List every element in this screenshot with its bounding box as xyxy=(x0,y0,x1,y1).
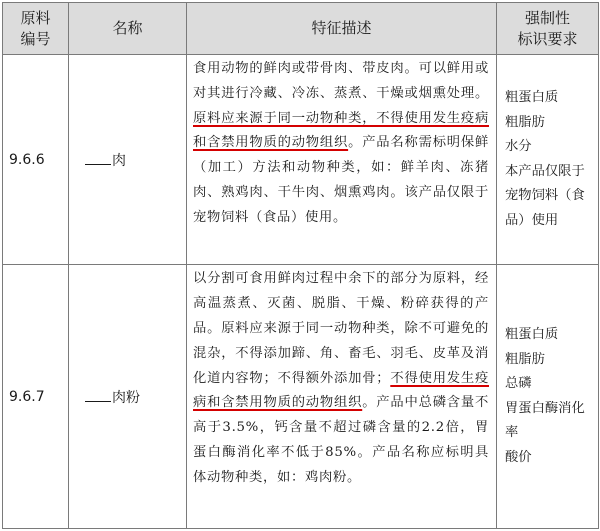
table-row xyxy=(3,265,599,529)
material-code: 9.6.6 xyxy=(3,55,69,265)
header-material-code xyxy=(3,3,69,55)
feed-material-spec-table xyxy=(2,2,599,529)
requirement-item: 粗蛋白质 xyxy=(505,90,559,106)
header-req-line1: 强制性 xyxy=(524,8,570,27)
name-blank-underline xyxy=(85,152,111,165)
material-name-cell xyxy=(69,265,187,529)
description-cell xyxy=(187,55,497,265)
header-row xyxy=(3,3,599,55)
description-cell xyxy=(187,265,497,529)
requirement-item: 胃蛋白酶消化率 xyxy=(505,400,585,441)
header-description: 特征描述 xyxy=(187,3,497,55)
header-name: 名称 xyxy=(69,3,187,55)
header-mandatory-labeling xyxy=(497,3,599,55)
description-underlined-text: 不得使用发生疫病和含禁用物质的动物组织 xyxy=(193,370,489,411)
material-name-cell xyxy=(69,55,187,265)
requirement-item: 粗脂肪 xyxy=(505,114,545,130)
labeling-requirements-cell xyxy=(497,55,599,265)
header-code-line1: 原料 xyxy=(20,8,51,27)
requirement-item: 本产品仅限于宠物饲料（食品）使用 xyxy=(505,163,585,228)
description-text: 以分割可食用鲜肉过程中余下的部分为原料，经高温蒸煮、灭菌、脱脂、干燥、粉碎获得的产品。原料应来源于同一动物种类，除不可避免的混杂，不得添加蹄、角、畜毛、羽毛、皮革及消化道内容物；不得额外添加骨； xyxy=(193,271,489,386)
description-text-after: 。产品名称需标明保鲜（加工）方法和动物种类，如：鲜羊肉、冻猪肉、熟鸡肉、干牛肉、烟熏鸡肉。该产品仅限于宠物饲料（食品）使用。 xyxy=(193,135,490,225)
labeling-requirements-cell xyxy=(497,265,599,529)
description-text-after: 。产品中总磷含量不高于3.5%，钙含量不超过磷含量的2.2倍，胃蛋白酶消化率不低于85%。产品名称应标明具体动物种类，如：鸡肉粉。 xyxy=(193,395,489,485)
requirement-item: 总磷 xyxy=(505,376,532,392)
requirement-item: 水分 xyxy=(505,139,532,155)
description-underlined-text: 原料应来源于同一动物种类，不得使用发生疫病和含禁用物质的动物组织 xyxy=(193,110,489,151)
material-code: 9.6.7 xyxy=(3,265,69,529)
material-name: 肉 xyxy=(112,152,126,169)
description-text: 食用动物的鲜肉或带骨肉、带皮肉。可以鲜用或对其进行冷藏、冷冻、蒸煮、干燥或烟熏处理。 xyxy=(193,61,489,101)
header-req-line2: 标识要求 xyxy=(517,29,578,48)
name-blank-underline xyxy=(85,389,111,402)
requirement-item: 酸价 xyxy=(505,449,532,465)
requirement-item: 粗脂肪 xyxy=(505,351,545,367)
material-name: 肉粉 xyxy=(112,389,140,406)
header-code-line2: 编号 xyxy=(20,29,51,48)
table-row xyxy=(3,55,599,265)
requirement-item: 粗蛋白质 xyxy=(505,327,559,343)
